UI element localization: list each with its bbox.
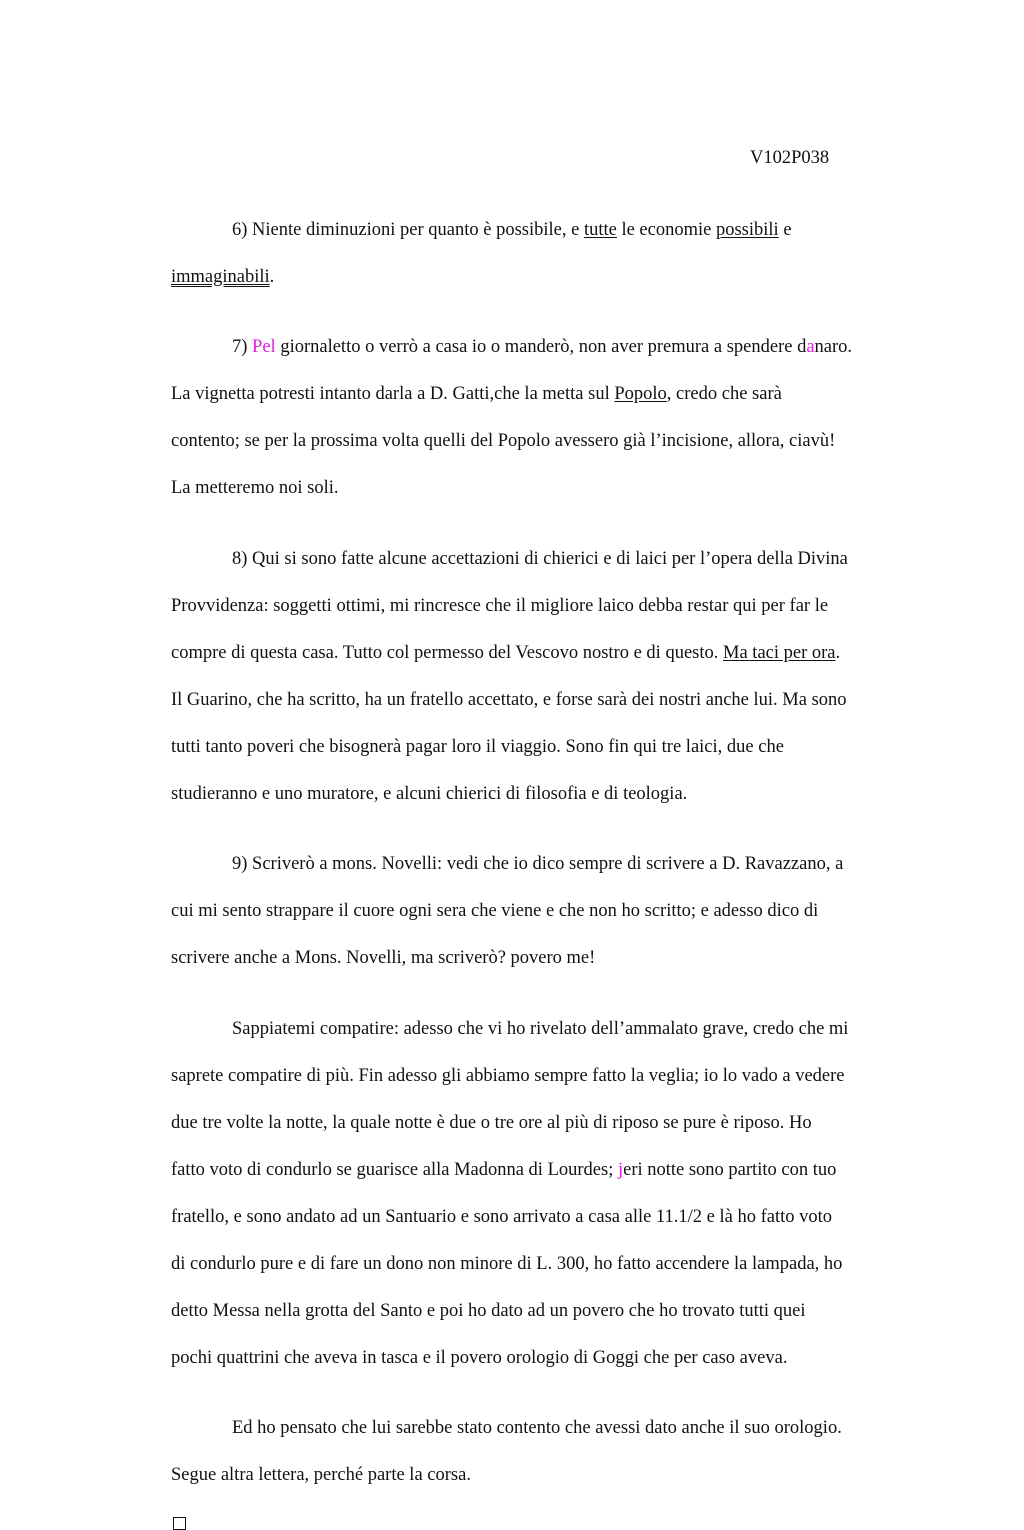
text-run: 7) [232, 337, 253, 357]
paragraph-6 [171, 195, 931, 313]
double-underlined-word: immaginabili [171, 266, 270, 287]
text-run: giornaletto o verrò a casa io o manderò, non aver premura a spendere d [275, 337, 807, 357]
text-line: studieranno e uno muratore, e alcuni chierici di filosofia e di teologia. [171, 783, 688, 804]
text-run: compre di questa casa. Tutto col permesso del Vescovo nostro e di questo. [171, 642, 724, 663]
text-line [171, 642, 931, 666]
highlighted-text: j [617, 1159, 624, 1180]
text-run: La vignetta potresti intanto darla a D. Gatti,che la metta sul [171, 384, 615, 404]
text-line: Sappiatemi compatire: adesso che vi ho rivelato dell’ammalato grave, credo che mi [232, 1018, 849, 1039]
text-line [171, 336, 931, 360]
underlined-word: possibili [715, 219, 779, 240]
text-line: Il Guarino, che ha scritto, ha un fratello accettato, e forse sarà dei nostri anche lui. Ma sono [171, 689, 847, 710]
text-line: di condurlo pure e di fare un dono non minore di L. 300, ho fatto accendere la lampada, ho [171, 1253, 843, 1274]
text-run: 6) Niente diminuzioni per quanto è possibile, e [232, 219, 584, 240]
text-line: Provvidenza: soggetti ottimi, mi rincresce che il migliore laico debba restar qui per far le [171, 595, 829, 616]
paragraph-9 [171, 830, 931, 995]
text-run: e [778, 219, 792, 240]
text-line: La metteremo noi soli. [171, 478, 339, 498]
paragraph-10 [171, 994, 931, 1394]
text-line: due tre volte la notte, la quale notte è due o tre ore al più di riposo se pure è riposo. Ho [171, 1112, 812, 1133]
paragraph-11 [171, 1394, 931, 1512]
letter-body [171, 195, 931, 1530]
text-run: eri notte sono partito con tuo [623, 1159, 837, 1180]
text-line: Ed ho pensato che lui sarebbe stato contento che avessi dato anche il suo orologio. [232, 1418, 842, 1438]
text-line: 9) Scriverò a mons. Novelli: vedi che io dico sempre di scrivere a D. Ravazzano, a [232, 854, 844, 874]
text-line: 8) Qui si sono fatte alcune accettazioni di chierici e di laici per l’opera della Divina [232, 548, 848, 569]
paragraph-7 [171, 313, 931, 525]
text-run: , credo che sarà [666, 384, 782, 404]
text-run: . [835, 642, 841, 663]
text-line [171, 266, 931, 290]
highlighted-text: a [806, 337, 815, 357]
text-line: Segue altra lettera, perché parte la corsa. [171, 1465, 471, 1485]
text-run: le economie [616, 219, 716, 240]
underlined-word: tutte [583, 219, 617, 240]
text-run: naro. [814, 337, 853, 357]
text-line: fratello, e sono andato ad un Santuario e sono arrivato a casa alle 11.1/2 e là ho fatto voto [171, 1206, 832, 1227]
text-line: contento; se per la prossima volta quelli del Popolo avessero già l’incisione, allora, ciavù! [171, 431, 836, 451]
text-line: scrivere anche a Mons. Novelli, ma scriverò? povero me! [171, 948, 596, 968]
text-line [171, 383, 931, 407]
underlined-word: Popolo [614, 384, 667, 404]
text-line [171, 219, 931, 243]
page-reference-code: V102P038 [750, 148, 830, 168]
end-marker-box-icon [173, 1517, 186, 1530]
text-line [171, 1159, 931, 1183]
text-line: tutti tanto poveri che bisognerà pagar loro il viaggio. Sono fin qui tre laici, due che [171, 736, 784, 757]
highlighted-text: Pel [252, 337, 276, 357]
text-line: saprete compatire di più. Fin adesso gli abbiamo sempre fatto la veglia; io lo vado a vedere [171, 1065, 845, 1086]
text-line: cui mi sento strappare il cuore ogni sera che viene e che non ho scritto; e adesso dico di [171, 901, 819, 921]
text-line: pochi quattrini che aveva in tasca e il povero orologio di Goggi che per caso aveva. [171, 1347, 788, 1368]
underlined-phrase: Ma taci per ora [723, 642, 836, 663]
text-run: . [269, 266, 275, 287]
text-run: fatto voto di condurlo se guarisce alla Madonna di Lourdes; [171, 1159, 618, 1180]
paragraph-8 [171, 524, 931, 830]
text-line: detto Messa nella grotta del Santo e poi ho dato ad un povero che ho trovato tutti quei [171, 1300, 806, 1321]
